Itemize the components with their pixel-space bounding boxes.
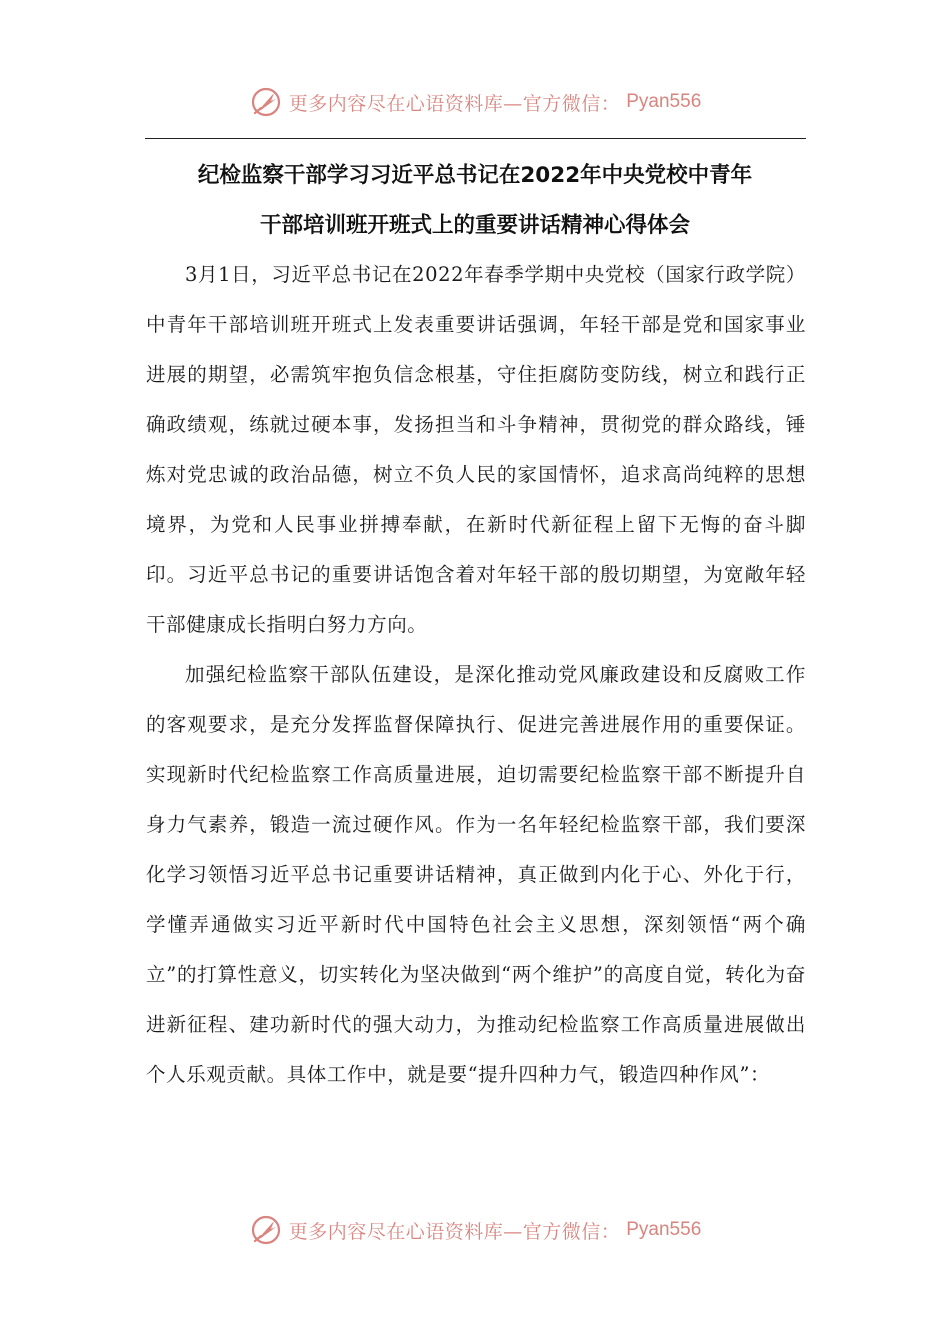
header-divider bbox=[145, 138, 806, 139]
quill-logo-icon bbox=[249, 1213, 283, 1247]
watermark-header bbox=[0, 82, 950, 122]
document-title-line-1: 纪检监察干部学习习近平总书记在2022年中央党校中青年 bbox=[197, 163, 753, 188]
watermark-text: 更多内容尽在心语资料库—官方微信： bbox=[288, 1220, 621, 1243]
quill-logo-icon bbox=[249, 85, 283, 119]
watermark-footer bbox=[0, 1210, 950, 1250]
document-body bbox=[146, 250, 806, 1100]
document-title-line-2: 干部培训班开班式上的重要讲话精神心得体会 bbox=[259, 213, 690, 238]
watermark-wechat-id: Pyan556 bbox=[626, 91, 702, 112]
watermark-wechat-id: Pyan556 bbox=[626, 1219, 702, 1240]
watermark-text: 更多内容尽在心语资料库—官方微信： bbox=[288, 92, 621, 115]
body-paragraph-2: 加强纪检监察干部队伍建设，是深化推动党风廉政建设和反腐败工作的客观要求，是充分发挥监督保障执行、促进完善进展作用的重要保证。实现新时代纪检监察工作高质量进展，迫切需要纪检监察干部不断提升自身力气素养，锻造一流过硬作风。作为一名年轻纪检监察干部，我们要深化学习领悟习近平总书记重要讲话精神，真正做到内化于心、外化于行，学懂弄通做实习近平新时代中国特色社会主义思想，深刻领悟“两个确立”的打算性意义，切实转化为坚决做到“两个维护”的高度自觉，转化为奋进新征程、建功新时代的强大动力，为推动纪检监察工作高质量进展做出个人乐观贡献。具体工作中，就是要“提升四种力气，锻造四种作风”： bbox=[146, 663, 806, 1086]
body-paragraph-1: 3月1日，习近平总书记在2022年春季学期中央党校（国家行政学院）中青年干部培训班开班式上发表重要讲话强调，年轻干部是党和国家事业进展的期望，必需筑牢抱负信念根基，守住拒腐防变防线，树立和践行正确政绩观，练就过硬本事，发扬担当和斗争精神，贯彻党的群众路线，锤炼对党忠诚的政治品德，树立不负人民的家国情怀，追求高尚纯粹的思想境界，为党和人民事业拼搏奉献，在新时代新征程上留下无悔的奋斗脚印。习近平总书记的重要讲话饱含着对年轻干部的殷切期望，为宽敞年轻干部健康成长指明白努力方向。 bbox=[146, 263, 806, 636]
